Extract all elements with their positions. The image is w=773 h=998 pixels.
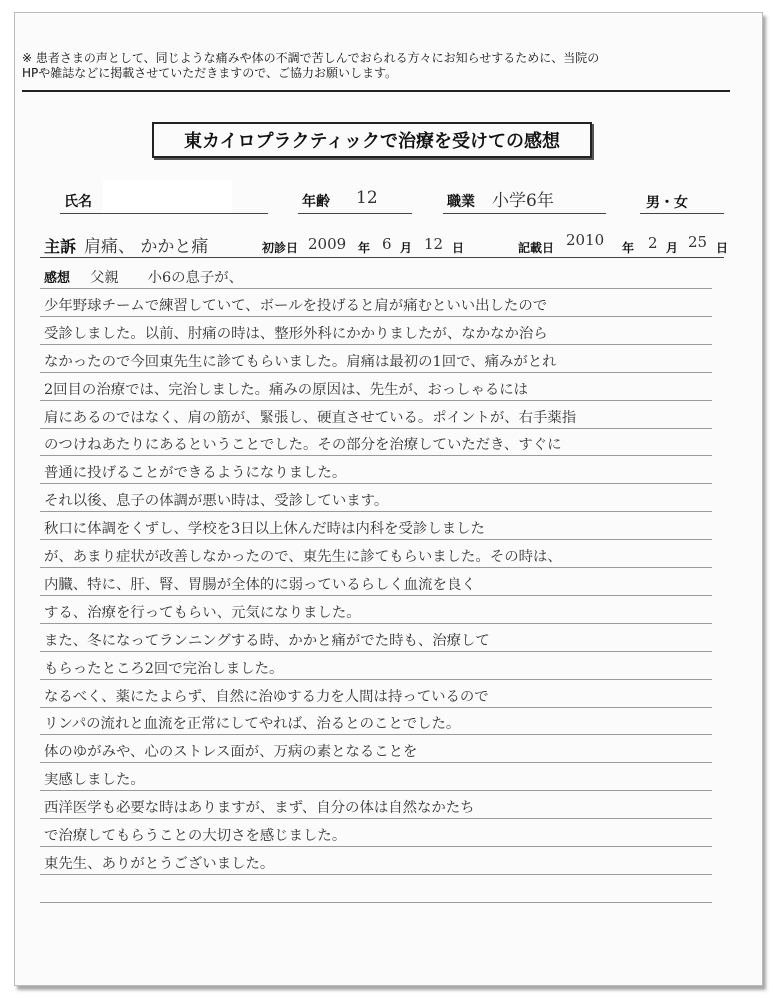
impression-line: で治療してもらうことの大切さを感じました。 — [44, 828, 347, 844]
impression-line: それ以後、息子の体調が悪い時は、受診しています。 — [44, 493, 389, 510]
impression-label: 感想 — [44, 271, 71, 286]
record-date-label: 記載日 — [518, 241, 555, 255]
gender-label: 男・女 — [646, 195, 688, 211]
ruled-line — [40, 595, 712, 596]
impression-line: 肩にあるのではなく、肩の筋が、緊張し、硬直させている。ポイントが、右手薬指 — [44, 409, 577, 426]
first-visit-year-unit: 年 — [358, 241, 371, 255]
impression-line: 秋口に体調をくずし、学校を3日以上休んだ時は内科を受診しました — [44, 521, 485, 538]
impression-line: 受診しました。以前、肘痛の時は、整形外科にかかりましたが、なかなか治ら — [44, 325, 548, 342]
job-label: 職業 — [447, 194, 475, 210]
ruled-line — [40, 762, 712, 763]
ruled-line — [40, 846, 712, 847]
ruled-line — [40, 316, 712, 317]
ruled-line — [40, 707, 712, 708]
impression-line: 父親 小6の息子が、 — [90, 270, 244, 286]
ruled-line — [40, 483, 712, 484]
name-label: 氏名 — [64, 194, 92, 210]
ruled-line — [40, 428, 712, 429]
first-visit-label: 初診日 — [262, 241, 299, 255]
first-visit-day-unit: 日 — [452, 241, 465, 255]
impression-line: のつけねあたりにあるということでした。その部分を治療していただき、すぐに — [44, 437, 562, 454]
notice-line-1: ※ 患者さまの声として、同じような痛みや体の不調で苦しんでおられる方々にお知らせするために、当院の — [22, 51, 600, 65]
ruled-line — [40, 455, 712, 456]
ruled-line — [40, 372, 712, 373]
ruled-line — [40, 734, 712, 735]
impression-line: 体のゆがみや、心のストレス面が、万病の素となることを — [44, 744, 418, 761]
impression-line: もらったところ2回で完治しました。 — [44, 660, 284, 677]
publication-notice — [22, 51, 722, 81]
first-visit-month: 6 — [382, 235, 392, 253]
age-label: 年齢 — [302, 194, 330, 210]
impression-line: リンパの流れと血流を正常にしてやれば、治るとのことでした。 — [44, 716, 461, 733]
name-redaction — [103, 180, 232, 213]
ruled-line — [40, 511, 712, 512]
ruled-line — [40, 623, 712, 624]
impression-line: する、治療を行ってもらい、元気になりました。 — [44, 604, 361, 621]
form-title: 東カイロプラクティックで治療を受けての感想 — [183, 131, 561, 152]
ruled-line — [40, 539, 712, 540]
impression-line: 2回目の治療では、完治しました。痛みの原因は、先生が、おっしゃるには — [44, 381, 529, 398]
impression-line: また、冬になってランニングする時、かかと痛がでた時も、治療して — [44, 632, 490, 649]
impression-line: 少年野球チームで練習していて、ボールを投げると肩が痛むといい出したので — [44, 297, 548, 314]
job-value: 小学6年 — [492, 191, 554, 211]
notice-divider — [22, 90, 730, 92]
name-underline — [60, 213, 268, 214]
impression-line: 西洋医学も必要な時はありますが、まず、自分の体は自然なかたち — [44, 800, 475, 817]
impression-line: が、あまり症状が改善しなかったので、東先生に診てもらいました。その時は、 — [44, 549, 562, 565]
complaint-value: 肩痛、 かかと痛 — [84, 237, 209, 257]
first-visit-day: 12 — [424, 235, 444, 253]
complaint-underline — [40, 257, 724, 258]
record-month: 2 — [648, 234, 658, 252]
age-value: 12 — [356, 188, 378, 208]
impression-line: なかったので今回東先生に診てもらいました。肩痛は最初の1回で、痛みがとれ — [44, 353, 557, 370]
gender-underline — [640, 213, 724, 214]
record-year: 2010 — [566, 231, 605, 249]
record-day: 25 — [688, 233, 708, 251]
record-year-unit: 年 — [622, 241, 635, 255]
ruled-line — [40, 651, 712, 652]
impression-line: 実感しました。 — [44, 772, 145, 789]
impression-line: なるべく、薬にたよらず、自然に治ゆする力を人間は持っているので — [44, 688, 489, 705]
impression-line: 東先生、ありがとうございました。 — [44, 855, 275, 872]
age-underline — [298, 213, 412, 214]
job-underline — [443, 213, 606, 214]
ruled-line — [40, 400, 712, 401]
form-title-box — [152, 122, 592, 158]
record-month-unit: 月 — [666, 241, 679, 255]
complaint-label: 主訴 — [44, 237, 77, 256]
record-day-unit: 日 — [716, 241, 729, 255]
impression-line: 普通に投げることができるようになりました。 — [44, 465, 347, 482]
ruled-line — [40, 679, 712, 680]
first-visit-month-unit: 月 — [400, 241, 413, 255]
ruled-line — [40, 874, 712, 875]
ruled-line — [40, 288, 712, 289]
ruled-line — [40, 818, 712, 819]
ruled-line — [40, 902, 712, 903]
impression-line: 内臓、特に、肝、腎、胃腸が全体的に弱っているらしく血流を良く — [44, 576, 476, 593]
notice-line-2: HPや雑誌などに掲載させていただきますので、ご協力お願いします。 — [22, 66, 398, 80]
ruled-line — [40, 567, 712, 568]
ruled-line — [40, 344, 712, 345]
first-visit-year: 2009 — [308, 235, 347, 253]
ruled-line — [40, 790, 712, 791]
